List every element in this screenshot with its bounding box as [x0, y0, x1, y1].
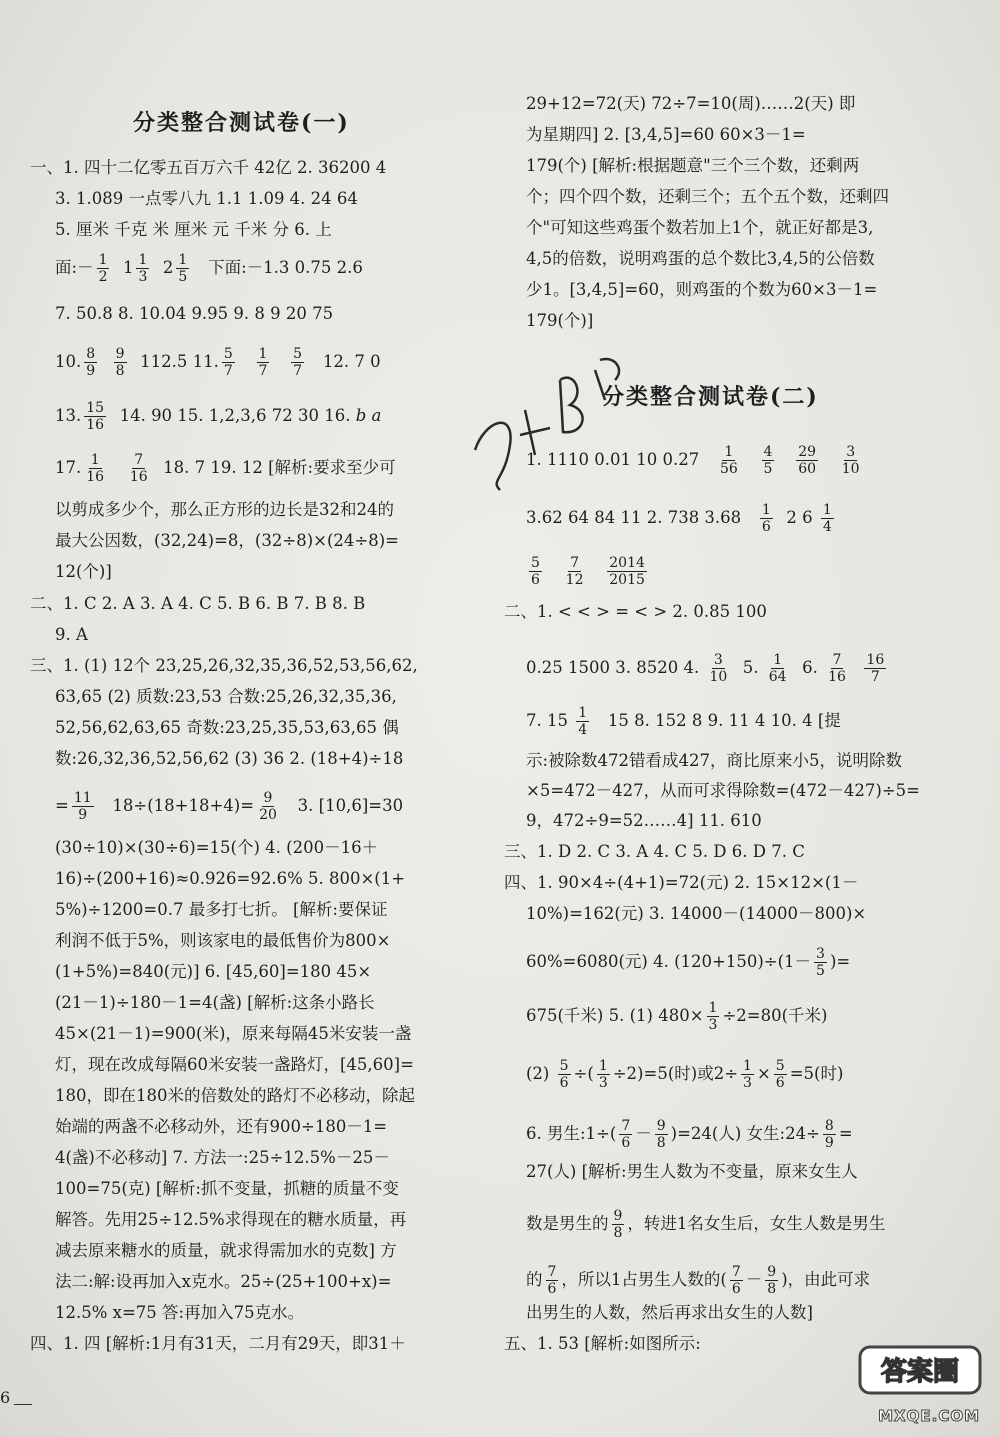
fraction: $\frac{1}{5}$: [178, 252, 188, 285]
logo-badge-icon: [858, 1345, 982, 1395]
answer-line: 示:被除数472错看成427，商比原来小5，说明除数: [526, 751, 903, 770]
answer-line: 减去原来糖水的质量，就求得需加水的克数] 方: [55, 1241, 397, 1260]
answer-line-fractions: 面:－ $\frac{1}{2}$ 1 $\frac{1}{3}$ 2 $\frac{1}{5}$ 下面:－1.3 0.75 2.6: [55, 252, 363, 285]
answer-line: 4,5的倍数，说明鸡蛋的总个数比3,4,5的公倍数: [526, 249, 875, 268]
answer-line-fractions: 数是男生的 $\frac{9}{8}$ ，转进1名女生后，女生人数是男生: [526, 1208, 886, 1241]
right-title: 分类整合测试卷(二): [602, 384, 819, 410]
answer-line: 63,65 (2) 质数:23,53 合数:25,26,32,35,36,: [55, 687, 397, 706]
answer-line: 始端的两盏不必移动外，还有900÷180－1=: [55, 1117, 388, 1136]
answer-line: 四、1. 四 [解析:1月有31天，二月有29天，即31＋: [30, 1334, 406, 1353]
answer-line: (1+5%)=840(元)] 6. [45,60]=180 45×: [55, 962, 372, 981]
answer-line-fractions: 60%=6080(元) 4. (120+150)÷(1－ $\frac{3}{5}$ )=: [526, 946, 851, 979]
answer-line: 数:26,32,36,52,56,62 (3) 36 2. (18+4)÷18: [55, 749, 404, 768]
answer-line: 四、1. 90×4÷(4+1)=72(元) 2. 15×12×(1－: [504, 873, 859, 892]
answer-line-fractions: 6. 男生:1÷( $\frac{7}{6}$ － $\frac{9}{8}$ )=24(人) 女生:24÷ $\frac{8}{9}$ =: [526, 1118, 853, 1151]
answer-line: 二、1. < < > = < > 2. 0.85 100: [504, 602, 767, 621]
answer-line: 4(盏)不必移动] 7. 方法一:25÷12.5%－25－: [55, 1148, 390, 1167]
page-number: 6: [0, 1388, 11, 1407]
fraction: $\frac{1}{2}$: [98, 252, 108, 285]
left-title: 分类整合测试卷(一): [133, 110, 350, 136]
answer-line: 52,56,62,63,65 奇数:23,25,35,53,63,65 偶: [55, 718, 399, 737]
answer-line-fractions: 13. $\frac{15}{16}$ 14. 90 15. 1,2,3,6 72 30 16. b a: [55, 400, 382, 433]
answer-line: (21－1)÷180－1=4(盏) [解析:这条小路长: [55, 993, 375, 1012]
answer-line: 解答。先用25÷12.5%求得现在的糖水质量，再: [55, 1210, 407, 1229]
answer-line-fractions: 675(千米) 5. (1) 480× $\frac{1}{3}$ ÷2=80(千米): [526, 1000, 828, 1033]
answer-line: (30÷10)×(30÷6)=15(个) 4. (200－16＋: [55, 838, 379, 857]
answer-line: 个"可知这些鸡蛋个数若加上1个，就正好都是3,: [526, 218, 874, 237]
svg-text:答案圈: 答案圈: [880, 1357, 960, 1387]
answer-line: 10%)=162(元) 3. 14000－(14000－800)×: [526, 904, 867, 923]
site-logo: [858, 1345, 982, 1425]
answer-line: 三、1. D 2. C 3. A 4. C 5. D 6. D 7. C: [504, 842, 805, 861]
answer-line: 利润不低于5%，则该家电的最低售价为800×: [55, 931, 391, 950]
fraction: $\frac{1}{3}$: [138, 252, 148, 285]
answer-line: 180，即在180米的倍数处的路灯不必移动，除起: [55, 1086, 415, 1105]
answer-line-fractions: 3.62 64 84 11 2. 738 3.68 $\frac{1}{6}$ 2 6 $\frac{1}{4}$: [526, 502, 832, 535]
answer-line-fractions: 17. $\frac{1}{16}$ $\frac{7}{16}$ 18. 7 19. 12 [解析:要求至少可: [55, 452, 396, 485]
answer-line: 五、1. 53 [解析:如图所示:: [504, 1334, 701, 1353]
answer-line-fractions: 0.25 1500 3. 8520 4. $\frac{3}{10}$ 5. $\frac{1}{64}$ 6. $\frac{7}{16}$ $\frac{16}{7}$: [526, 652, 885, 685]
answer-line-fractions: 10. $\frac{8}{9}$ $\frac{9}{8}$ 112.5 11. $\frac{5}{7}$ $\frac{1}{7}$ $\frac{5}{7}$ 12. 7 0: [55, 346, 381, 379]
answer-line: 9. A: [55, 625, 88, 644]
answer-line: 179(个) [解析:根据题意"三个三个数，还剩两: [526, 156, 860, 175]
answer-line: 以剪成多少个，那么正方形的边长是32和24的: [55, 500, 394, 519]
footer-rule: [14, 1404, 32, 1405]
answer-line: 三、1. (1) 12个 23,25,26,32,35,36,52,53,56,62,: [30, 656, 418, 675]
answer-line: 出男生的人数，然后再求出女生的人数]: [526, 1303, 813, 1322]
answer-line: 3. 1.089 一点零八九 1.1 1.09 4. 24 64: [55, 189, 358, 208]
answer-line: 179(个)]: [526, 311, 594, 330]
answer-line: 二、1. C 2. A 3. A 4. C 5. B 6. B 7. B 8. B: [30, 594, 366, 613]
answer-line: 少1。[3,4,5]=60，则鸡蛋的个数为60×3－1=: [526, 280, 878, 299]
answer-line: 7. 50.8 8. 10.04 9.95 9. 8 9 20 75: [55, 304, 334, 323]
answer-line: 为星期四] 2. [3,4,5]=60 60×3－1=: [526, 125, 806, 144]
answer-line: 100=75(克) [解析:抓不变量，抓糖的质量不变: [55, 1179, 399, 1198]
answer-line-fractions: 的 $\frac{7}{6}$ ，所以1占男生人数的( $\frac{7}{6}$ － $\frac{9}{8}$ )，由此可求: [526, 1264, 871, 1297]
answer-line: 29+12=72(天) 72÷7=10(周)……2(天) 即: [526, 94, 856, 113]
answer-line: 一、1. 四十二亿零五百万六千 42亿 2. 36200 4: [30, 158, 387, 177]
answer-line-fractions: 1. 1110 0.01 10 0.27 $\frac{1}{56}$ $\frac{4}{5}$ $\frac{29}{60}$ $\frac{3}{10}$: [526, 444, 860, 477]
answer-line-fractions: = $\frac{11}{9}$ 18÷(18+18+4)= $\frac{9}{20}$ 3. [10,6]=30: [55, 790, 404, 823]
answer-line: 12.5% x=75 答:再加入75克水。: [55, 1303, 305, 1322]
answer-line: 12(个)]: [55, 562, 112, 581]
logo-url: MXQE.COM: [878, 1407, 980, 1425]
answer-line-fractions: $\frac{5}{6}$ $\frac{7}{12}$ $\frac{2014}{2015}$: [531, 555, 645, 588]
answer-line: ×5=472－427，从而可求得除数=(472－427)÷5=: [526, 781, 920, 800]
answer-line: 法二:解:设再加入x克水。25÷(25+100+x)=: [55, 1272, 392, 1291]
answer-line: 个；四个四个数，还剩三个；五个五个数，还剩四: [526, 187, 889, 206]
answer-line: 灯，现在改成每隔60米安装一盏路灯，[45,60]=: [55, 1055, 414, 1074]
answer-line: 16)÷(200+16)≈0.926=92.6% 5. 800×(1+: [55, 869, 406, 888]
answer-line-fractions: 7. 15 $\frac{1}{4}$ 15 8. 152 8 9. 11 4 10. 4 [提: [526, 705, 841, 738]
answer-line: 45×(21－1)=900(米)，原来每隔45米安装一盏: [55, 1024, 412, 1043]
answer-line-fractions: (2) $\frac{5}{6}$ ÷( $\frac{1}{3}$ ÷2)=5(时)或2÷ $\frac{1}{3}$ × $\frac{5}{6}$ =5(时): [526, 1058, 844, 1091]
answer-line: 5%)÷1200=0.7 最多打七折。 [解析:要保证: [55, 900, 388, 919]
handwriting-scribble: [455, 340, 655, 500]
answer-line: 9，472÷9=52……4] 11. 610: [526, 811, 762, 830]
answer-line: 最大公因数，(32,24)=8，(32÷8)×(24÷8)=: [55, 531, 399, 550]
answer-line: 27(人) [解析:男生人数为不变量，原来女生人: [526, 1162, 858, 1181]
answer-line: 5. 厘米 千克 米 厘米 元 千米 分 6. 上: [55, 220, 332, 239]
